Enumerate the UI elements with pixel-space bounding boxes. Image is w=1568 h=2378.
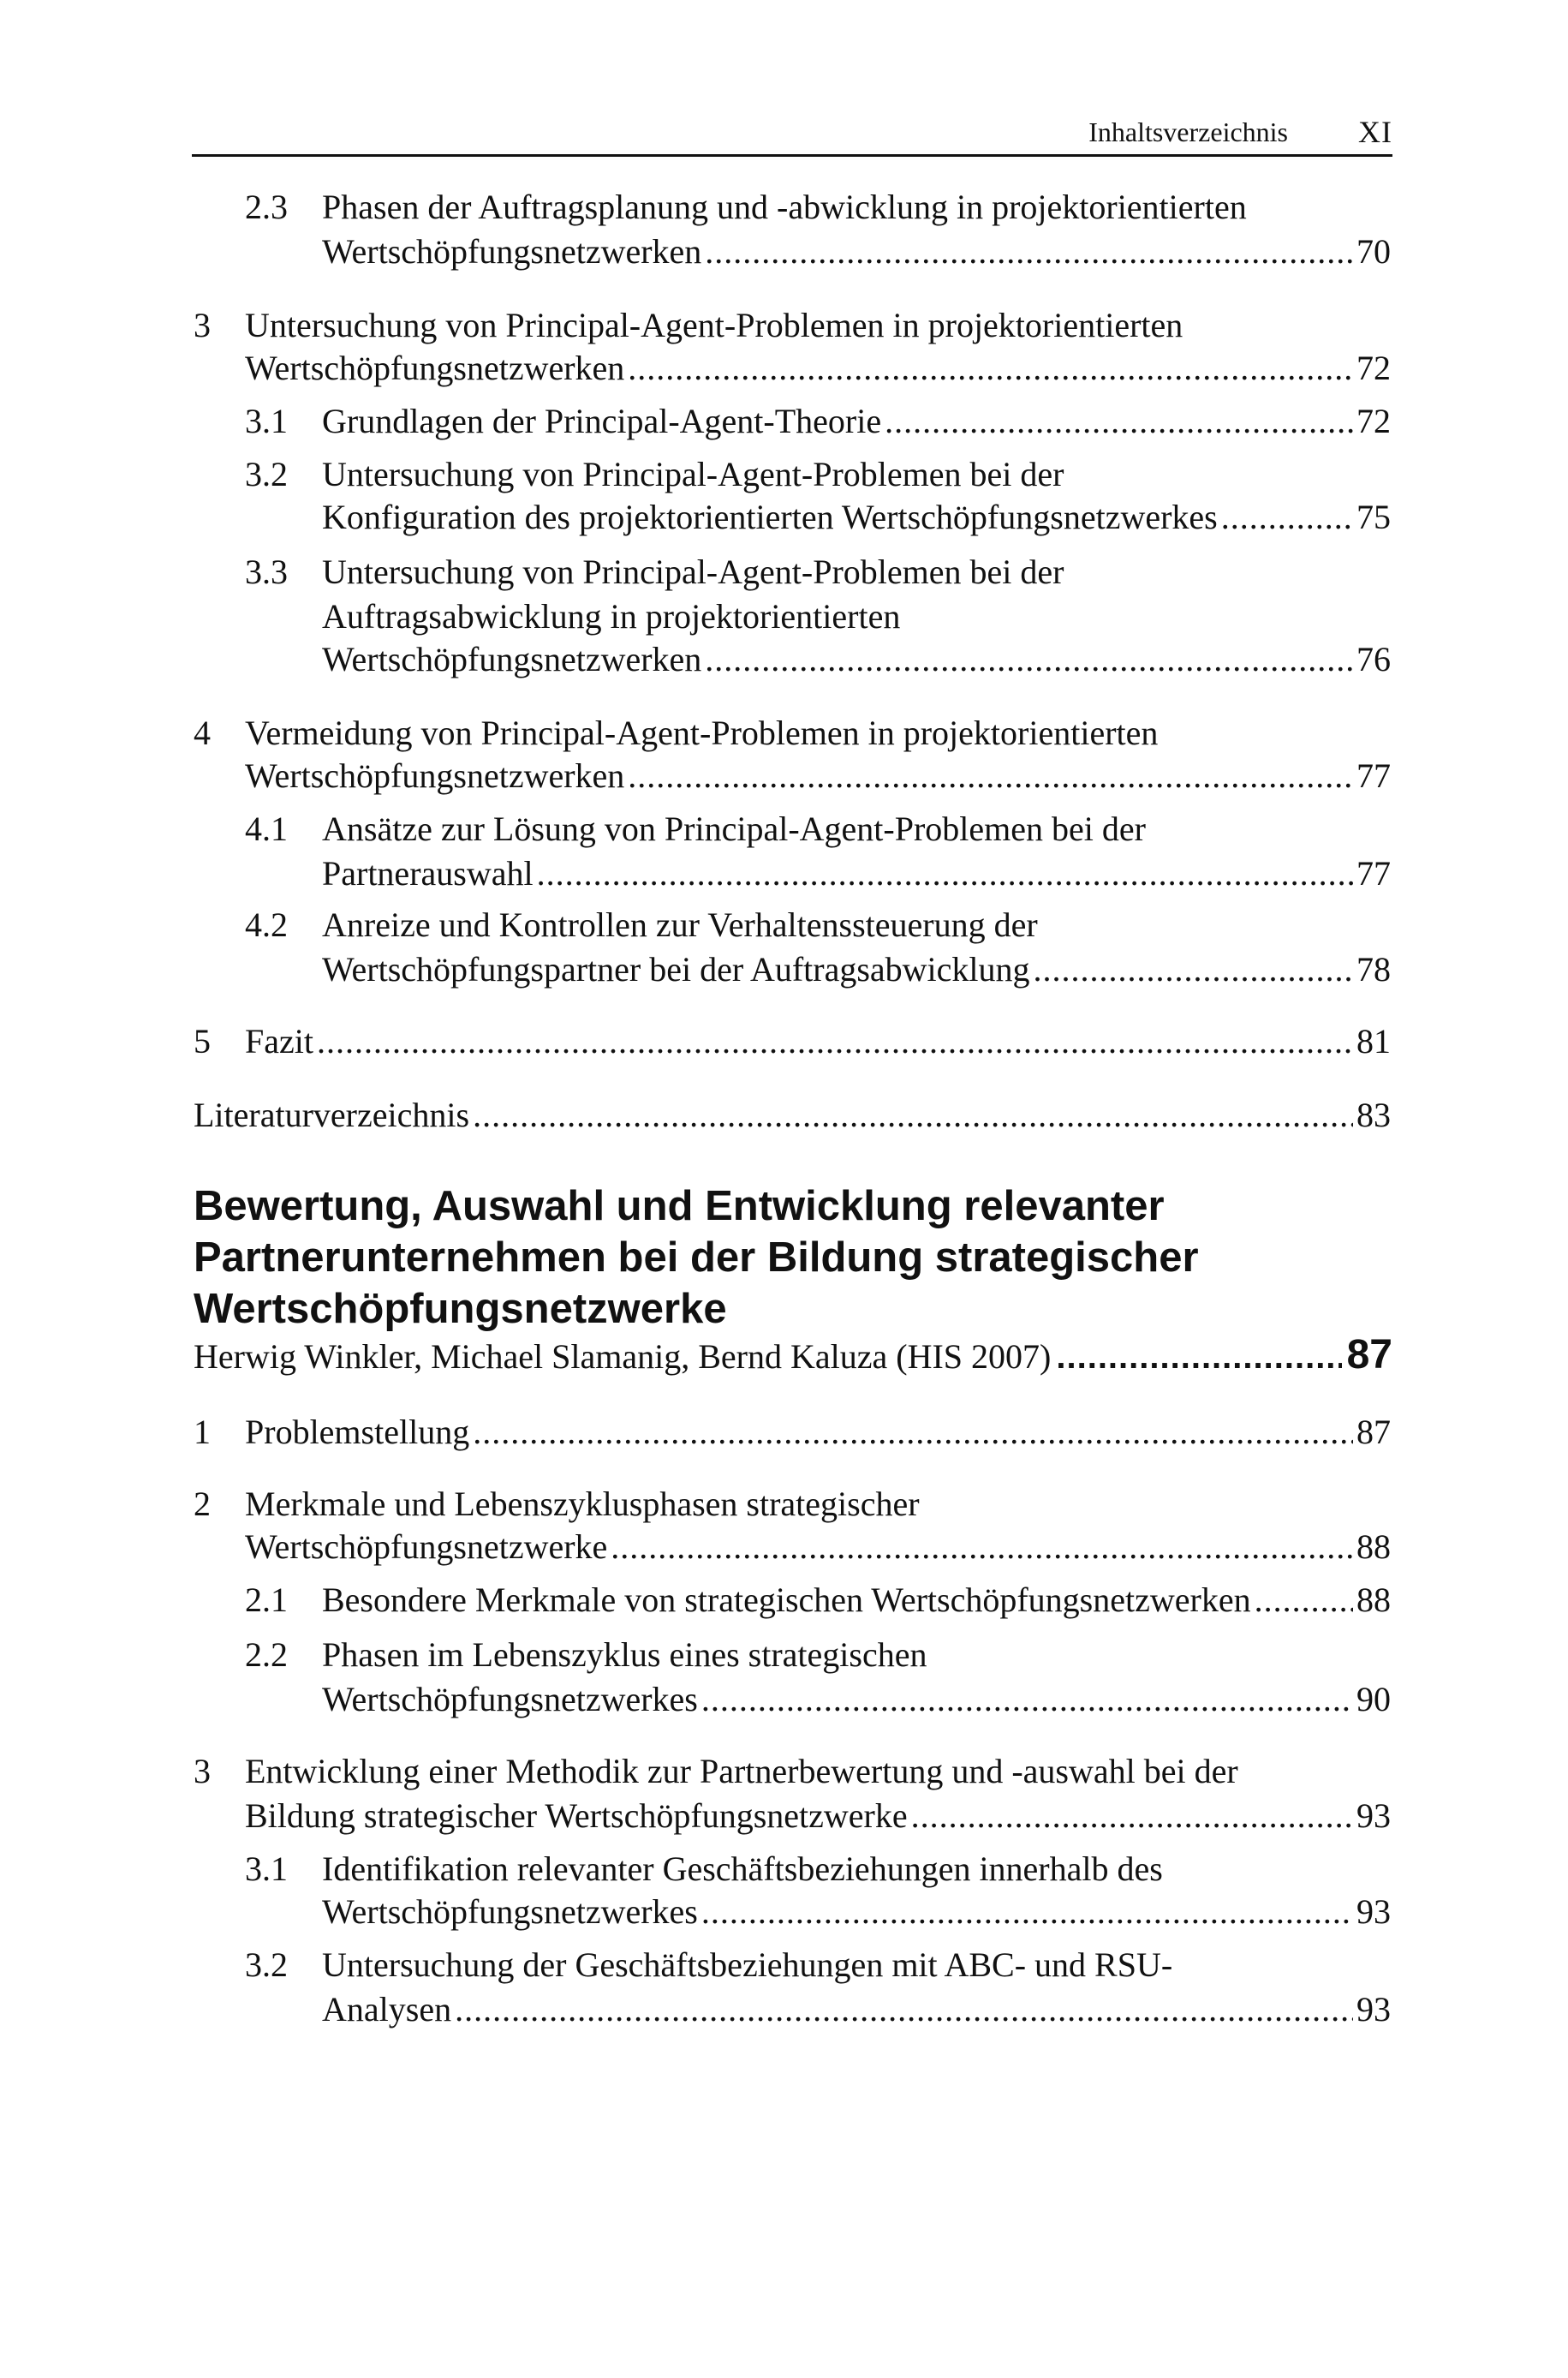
toc-entry-number: 3.2 <box>245 1945 288 1984</box>
toc-entry-title: Grundlagen der Principal-Agent-Theorie <box>322 402 882 440</box>
chapter-title-line: Bewertung, Auswahl und Entwicklung relevanter <box>194 1183 1165 1229</box>
toc-entry-number: 3.2 <box>245 455 288 493</box>
toc-entry-page: 88 <box>1356 1580 1391 1619</box>
toc-entry-page: 77 <box>1356 854 1391 893</box>
dot-leader <box>1221 495 1353 540</box>
toc-entry-page: 93 <box>1356 1892 1391 1931</box>
toc-entry-title: Phasen der Auftragsplanung und -abwicklung in projektorientierten <box>322 188 1247 226</box>
toc-entry-title: Wertschöpfungsnetzwerkes <box>322 1680 698 1718</box>
dot-leader <box>911 1794 1353 1838</box>
toc-entry-title: Literaturverzeichnis <box>194 1096 470 1134</box>
toc-entry-page: 75 <box>1356 498 1391 536</box>
toc-entry-title: Wertschöpfungsnetzwerken <box>245 349 625 387</box>
dot-leader <box>701 1890 1353 1934</box>
dot-leader <box>317 1019 1353 1064</box>
toc-entry-title: Untersuchung der Geschäftsbeziehungen mit ABC- und RSU- <box>322 1945 1173 1984</box>
toc-entry-title: Wertschöpfungsnetzwerke <box>245 1527 608 1566</box>
dot-leader <box>701 1677 1353 1722</box>
toc-entry-title: Problemstellung <box>245 1413 470 1451</box>
toc-entry-page: 83 <box>1356 1096 1391 1134</box>
chapter-authors-line <box>194 1333 1392 1379</box>
dot-leader <box>705 637 1353 682</box>
toc-entry-title: Fazit <box>245 1022 313 1061</box>
toc-entry-number: 5 <box>194 1022 211 1061</box>
toc-entry-number: 1 <box>194 1413 211 1451</box>
header-page-number: XI <box>1358 115 1392 149</box>
dot-leader <box>537 851 1353 896</box>
toc-entry-number: 2 <box>194 1485 211 1523</box>
chapter-authors: Herwig Winkler, Michael Slamanig, Bernd Kaluza (HIS 2007) <box>194 1337 1052 1376</box>
toc-entry-page: 87 <box>1356 1413 1391 1451</box>
chapter-title-line: Partnerunternehmen bei der Bildung strategischer <box>194 1234 1199 1281</box>
toc-entry-page: 78 <box>1356 950 1391 989</box>
toc-entry-page: 72 <box>1356 402 1391 440</box>
dot-leader <box>1056 1335 1341 1379</box>
chapter-page: 87 <box>1346 1332 1392 1377</box>
toc-entry-title: Besondere Merkmale von strategischen Wertschöpfungsnetzwerken <box>322 1580 1251 1619</box>
dot-leader <box>885 399 1353 444</box>
toc-entry-title: Wertschöpfungsnetzwerken <box>245 756 625 795</box>
dot-leader <box>628 346 1353 391</box>
toc-entry-title: Untersuchung von Principal-Agent-Problemen bei der <box>322 553 1064 591</box>
chapter-title-line: Wertschöpfungsnetzwerke <box>194 1286 727 1332</box>
toc-entry-page: 90 <box>1356 1680 1391 1718</box>
dot-leader <box>705 230 1353 274</box>
toc-entry-number: 4.1 <box>245 810 288 848</box>
toc-entry-number: 3.3 <box>245 553 288 591</box>
toc-entry-title: Konfiguration des projektorientierten Wertschöpfungsnetzwerkes <box>322 498 1218 536</box>
toc-entry-title: Merkmale und Lebenszyklusphasen strategischer <box>245 1485 920 1523</box>
toc-entry-title: Auftragsabwicklung in projektorientierten <box>322 597 901 636</box>
toc-entry-title: Entwicklung einer Methodik zur Partnerbewertung und -auswahl bei der <box>245 1752 1238 1790</box>
toc-entry-page: 93 <box>1356 1990 1391 2028</box>
toc-entry-title: Phasen im Lebenszyklus eines strategischen <box>322 1635 927 1674</box>
toc-entry-number: 3.1 <box>245 1849 288 1888</box>
toc-entry-title: Partnerauswahl <box>322 854 534 893</box>
toc-entry-title: Wertschöpfungsnetzwerkes <box>322 1892 698 1931</box>
toc-entry-title: Anreize und Kontrollen zur Verhaltenssteuerung der <box>322 905 1038 944</box>
dot-leader <box>455 1987 1353 2032</box>
toc-entry-page: 93 <box>1356 1796 1391 1835</box>
toc-entry-page: 76 <box>1356 640 1391 678</box>
toc-entry-title: Wertschöpfungspartner bei der Auftragsabwicklung <box>322 950 1030 989</box>
toc-entry-page: 77 <box>1356 756 1391 795</box>
toc-entry-number: 3 <box>194 1752 211 1790</box>
toc-entry-title: Ansätze zur Lösung von Principal-Agent-Problemen bei der <box>322 810 1146 848</box>
toc-entry-title: Vermeidung von Principal-Agent-Problemen in projektorientierten <box>245 714 1159 752</box>
toc-entry-page: 81 <box>1356 1022 1391 1061</box>
toc-entry-title: Untersuchung von Principal-Agent-Problemen in projektorientierten <box>245 306 1183 344</box>
toc-entry-number: 4 <box>194 714 211 752</box>
dot-leader <box>611 1525 1353 1569</box>
dot-leader <box>628 754 1353 798</box>
toc-entry-number: 2.3 <box>245 188 288 226</box>
toc-entry-title: Untersuchung von Principal-Agent-Problemen bei der <box>322 455 1064 493</box>
toc-entry-title: Analysen <box>322 1990 452 2028</box>
dot-leader <box>1034 947 1353 992</box>
toc-entry-title: Wertschöpfungsnetzwerken <box>322 232 702 271</box>
toc-entry-title: Wertschöpfungsnetzwerken <box>322 640 702 678</box>
toc-entry-title: Identifikation relevanter Geschäftsbeziehungen innerhalb des <box>322 1849 1163 1888</box>
toc-entry-page: 88 <box>1356 1527 1391 1566</box>
toc-entry-number: 4.2 <box>245 905 288 944</box>
toc-entry-page: 70 <box>1356 232 1391 271</box>
dot-leader <box>473 1093 1353 1138</box>
toc-entry-number: 2.2 <box>245 1635 288 1674</box>
toc-entry-page: 72 <box>1356 349 1391 387</box>
dot-leader <box>473 1410 1353 1455</box>
toc-entry-number: 2.1 <box>245 1580 288 1619</box>
header-title: Inhaltsverzeichnis <box>1088 117 1288 147</box>
toc-entry-number: 3.1 <box>245 402 288 440</box>
toc-entry-number: 3 <box>194 306 211 344</box>
chapter-title <box>194 1180 1392 1335</box>
dot-leader <box>1255 1578 1353 1622</box>
toc-entry-title: Bildung strategischer Wertschöpfungsnetzwerke <box>245 1796 908 1835</box>
